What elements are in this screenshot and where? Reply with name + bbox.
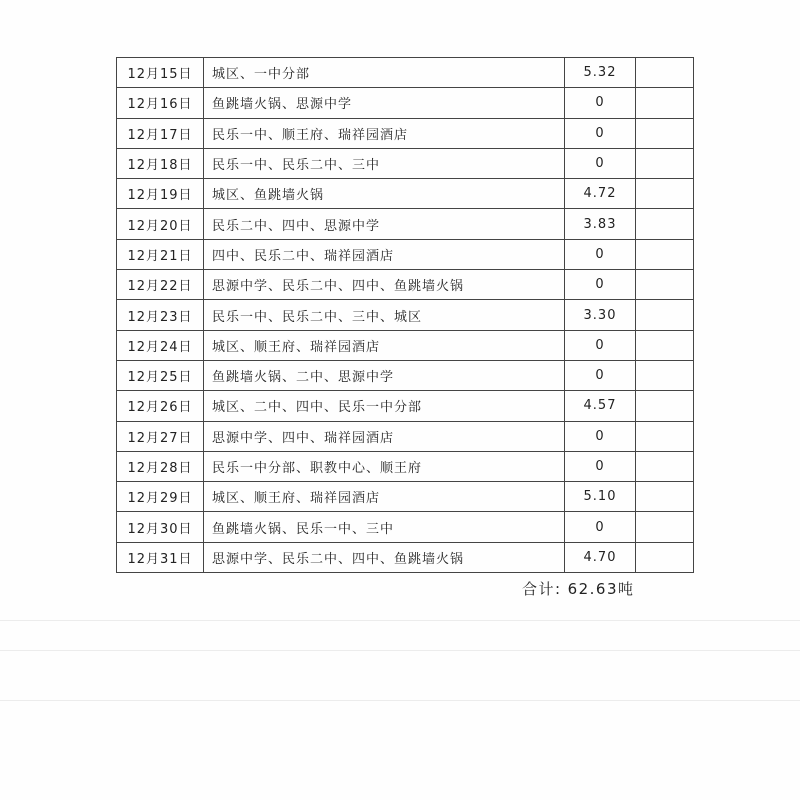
locations-cell: 思源中学、民乐二中、四中、鱼跳墙火锅 [204,542,565,572]
amount-cell: 0 [565,88,636,118]
amount-cell: 0 [565,360,636,390]
table-row [117,300,694,330]
locations-cell: 鱼跳墙火锅、民乐一中、三中 [204,512,565,542]
amount-cell: 0 [565,239,636,269]
locations-cell: 民乐一中分部、职教中心、顺王府 [204,451,565,481]
amount-cell: 0 [565,451,636,481]
date-cell: 12月18日 [117,148,204,178]
note-cell [636,421,694,451]
table-row [117,542,694,572]
locations-cell: 民乐二中、四中、思源中学 [204,209,565,239]
table-row [117,179,694,209]
note-cell [636,118,694,148]
table-row [117,482,694,512]
amount-cell: 4.70 [565,542,636,572]
date-cell: 12月29日 [117,482,204,512]
note-cell [636,239,694,269]
date-cell: 12月22日 [117,270,204,300]
note-cell [636,209,694,239]
table-row [117,421,694,451]
amount-cell: 3.30 [565,300,636,330]
amount-cell: 4.57 [565,391,636,421]
locations-cell: 鱼跳墙火锅、二中、思源中学 [204,360,565,390]
locations-cell: 城区、顺王府、瑞祥园酒店 [204,482,565,512]
note-cell [636,270,694,300]
date-cell: 12月28日 [117,451,204,481]
table-row [117,148,694,178]
total-label: 合计: [522,580,562,598]
amount-cell: 4.72 [565,179,636,209]
table-row [117,88,694,118]
amount-cell: 0 [565,148,636,178]
note-cell [636,482,694,512]
amount-cell: 5.10 [565,482,636,512]
table-row [117,118,694,148]
date-cell: 12月31日 [117,542,204,572]
date-cell: 12月26日 [117,391,204,421]
total-value: 62.63 [567,580,619,598]
amount-cell: 0 [565,118,636,148]
date-cell: 12月20日 [117,209,204,239]
locations-cell: 城区、鱼跳墙火锅 [204,179,565,209]
note-cell [636,58,694,88]
note-cell [636,391,694,421]
note-cell [636,300,694,330]
amount-cell: 0 [565,270,636,300]
amount-cell: 3.83 [565,209,636,239]
date-cell: 12月27日 [117,421,204,451]
collection-log-table [116,57,694,573]
locations-cell: 城区、二中、四中、民乐一中分部 [204,391,565,421]
note-cell [636,360,694,390]
table-row [117,209,694,239]
date-cell: 12月17日 [117,118,204,148]
amount-cell: 0 [565,512,636,542]
note-cell [636,451,694,481]
amount-cell: 5.32 [565,58,636,88]
date-cell: 12月16日 [117,88,204,118]
locations-cell: 民乐一中、民乐二中、三中 [204,148,565,178]
locations-cell: 思源中学、民乐二中、四中、鱼跳墙火锅 [204,270,565,300]
date-cell: 12月25日 [117,360,204,390]
date-cell: 12月30日 [117,512,204,542]
table-row [117,270,694,300]
collection-log-body [117,58,694,573]
total-unit: 吨 [618,580,635,598]
note-cell [636,512,694,542]
note-cell [636,148,694,178]
locations-cell: 鱼跳墙火锅、思源中学 [204,88,565,118]
note-cell [636,88,694,118]
locations-cell: 城区、一中分部 [204,58,565,88]
table-row [117,239,694,269]
locations-cell: 民乐一中、顺王府、瑞祥园酒店 [204,118,565,148]
total-line [522,578,635,599]
amount-cell: 0 [565,330,636,360]
locations-cell: 城区、顺王府、瑞祥园酒店 [204,330,565,360]
date-cell: 12月21日 [117,239,204,269]
table-row [117,451,694,481]
date-cell: 12月24日 [117,330,204,360]
note-cell [636,542,694,572]
amount-cell: 0 [565,421,636,451]
date-cell: 12月19日 [117,179,204,209]
table-row [117,58,694,88]
scan-artifact-line [0,620,800,621]
note-cell [636,179,694,209]
date-cell: 12月15日 [117,58,204,88]
table-row [117,360,694,390]
date-cell: 12月23日 [117,300,204,330]
locations-cell: 四中、民乐二中、瑞祥园酒店 [204,239,565,269]
note-cell [636,330,694,360]
locations-cell: 民乐一中、民乐二中、三中、城区 [204,300,565,330]
table-row [117,512,694,542]
scan-artifact-line [0,650,800,651]
table-row [117,330,694,360]
locations-cell: 思源中学、四中、瑞祥园酒店 [204,421,565,451]
table-row [117,391,694,421]
scan-artifact-line [0,700,800,701]
